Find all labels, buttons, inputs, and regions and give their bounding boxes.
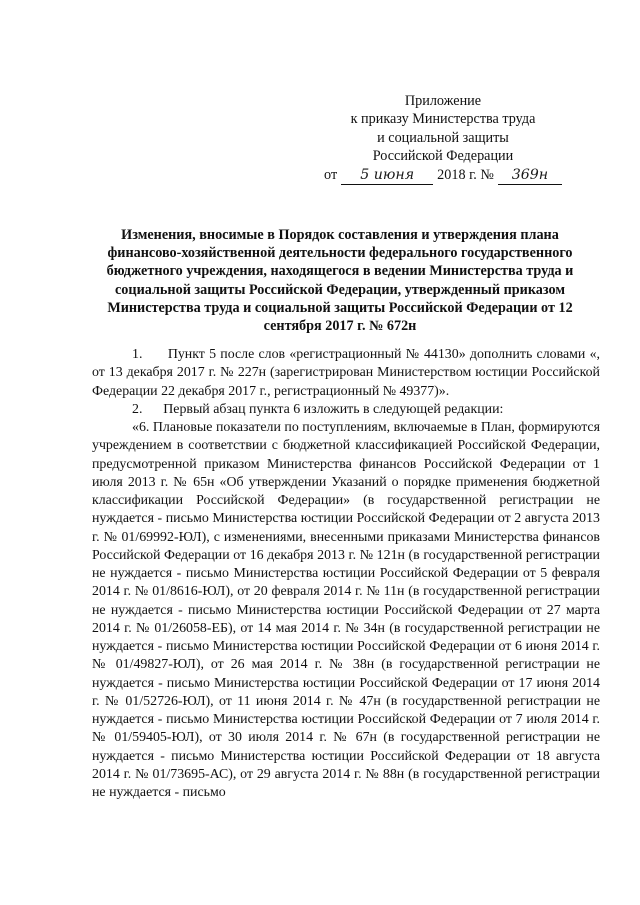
- header-line-attachment: Приложение: [404, 93, 482, 109]
- paragraph-item-6-text: «6. Плановые показатели по поступлениям, включаемые в План, формируются учреждением в соответствии с бюджетной классификацией Российской Федерации, предусмотренной приказом Министерства финансов Российской Федерации от 1 июля 2013 г. № 65н «Об утверждении Указаний о порядке применения бюджетной классификации Российской Федерации» (в государственной регистрации не нуждается - письмо Министерства юстиции Российской Федерации от 2 августа 2013 г. № 01/69992-ЮЛ), с изменениями, внесенными приказами Министерства финансов Российской Федерации от 16 декабря 2013 г. № 121н (в государственной регистрации не нуждается - письмо Министерства юстиции Российской Федерации от 5 февраля 2014 г. № 01/8616-ЮЛ), от 20 февраля 2014 г. № 11н (в государственной регистрации не нуждается - письмо Министерства юстиции Российской Федерации от 27 марта 2014 г. № 01/26058-ЕБ), от 14 мая 2014 г. № 34н (в государственной регистрации не нуждается - письмо Министерства юстиции Российской Федерации от 6 июня 2014 г. № 01/49827-ЮЛ), от 26 мая 2014 г. № 38н (в государственной регистрации не нуждается - письмо Министерства юстиции Российской Федерации от 17 июня 2014 г. № 01/52726-ЮЛ), от 11 июня 2014 г. № 47н (в государственной регистрации не нуждается - письмо Министерства юстиции Российской Федерации от 7 июля 2014 г. № 01/59405-ЮЛ), от 30 июля 2014 г. № 67н (в государственной регистрации не нуждается - письмо Министерства юстиции Российской Федерации от 18 августа 2014 г. № 01/73695-АС), от 29 августа 2014 г. № 88н (в государственной регистрации не нуждается - письмо: [92, 420, 600, 800]
- header-line-social-protection: и социальной защиты: [377, 129, 509, 146]
- paragraph-item-1: 1. Пункт 5 после слов «регистрационный № 44130» дополнить словами «, от 13 декабря 2017 г. № 227н (зарегистрирован Министерством юстиции Российской Федерации 22 декабря 2017 г., регистрационный № 49377)».: [92, 347, 600, 399]
- document-body: [92, 346, 600, 802]
- header-line-federation: Российской Федерации: [372, 148, 514, 165]
- order-date-line: [300, 166, 586, 185]
- handwritten-order-number: 369н: [498, 166, 562, 185]
- document-title: Изменения, вносимые в Порядок составления и утверждения плана финансово-хозяйственной деятельности федерального государственного бюджетного учреждения, находящегося в ведении Министерства труда и социальной защиты Российской Федерации, утвержденный приказом Министерства труда и социальной защиты Российской Федерации от 12 сентября 2017 г. № 672н: [106, 227, 574, 335]
- paragraph-item-2: 2. Первый абзац пункта 6 изложить в следующей редакции:: [132, 401, 504, 417]
- handwritten-date: 5 июня: [341, 166, 433, 185]
- year-number-label: 2018 г. №: [437, 166, 494, 183]
- attachment-header: [300, 92, 586, 185]
- date-prefix: от: [324, 166, 338, 183]
- header-line-order-ref: к приказу Министерства труда: [350, 111, 536, 128]
